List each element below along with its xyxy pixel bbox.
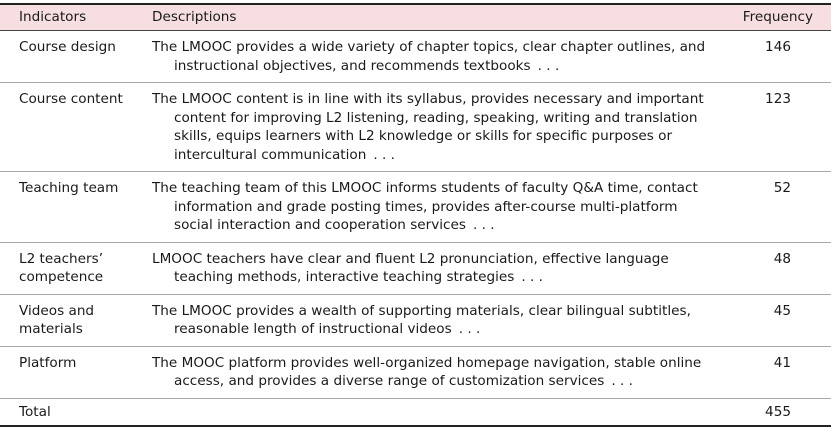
description-cell bbox=[150, 242, 724, 294]
description-cell bbox=[150, 294, 724, 346]
frequency-cell: 146 bbox=[724, 31, 831, 83]
description-cell bbox=[150, 172, 724, 243]
frequency-cell: 45 bbox=[724, 294, 831, 346]
frequency-cell: 48 bbox=[724, 242, 831, 294]
description-text: The MOOC platform provides well-organized homepage navigation, stable online access, and provides a diverse range of customization services . . . bbox=[152, 354, 702, 389]
indicator-cell: Course content bbox=[0, 83, 150, 172]
frequency-cell: 52 bbox=[724, 172, 831, 243]
description-text: The teaching team of this LMOOC informs students of faculty Q&A time, contact information and grade posting times, provides after-course multi-platform social interaction and cooperation services . . . bbox=[152, 180, 698, 233]
description-text: The LMOOC content is in line with its syllabus, provides necessary and important content for improving L2 listening, reading, speaking, writing and translation skills, equips learners with L2 knowledge or skills for specific purposes or intercultural communication . . . bbox=[152, 91, 704, 163]
header-descriptions: Descriptions bbox=[150, 4, 724, 31]
description-cell bbox=[150, 83, 724, 172]
indicator-cell: Platform bbox=[0, 346, 150, 398]
header-frequency: Frequency bbox=[724, 4, 831, 31]
table-row bbox=[0, 172, 831, 243]
description-text: The LMOOC provides a wealth of supporting materials, clear bilingual subtitles, reasonable length of instructional videos . . . bbox=[152, 302, 691, 337]
total-description-empty bbox=[150, 398, 724, 426]
total-label: Total bbox=[0, 398, 150, 426]
indicator-cell: Videos and materials bbox=[0, 294, 150, 346]
description-cell bbox=[150, 31, 724, 83]
table-row bbox=[0, 242, 831, 294]
indicator-cell: L2 teachers’ competence bbox=[0, 242, 150, 294]
indicators-table bbox=[0, 3, 831, 427]
indicator-cell: Teaching team bbox=[0, 172, 150, 243]
table-row bbox=[0, 31, 831, 83]
description-text: LMOOC teachers have clear and fluent L2 pronunciation, effective language teaching methods, interactive teaching strategies . . . bbox=[152, 250, 669, 285]
description-cell bbox=[150, 346, 724, 398]
frequency-cell: 123 bbox=[724, 83, 831, 172]
total-row bbox=[0, 398, 831, 426]
table-row bbox=[0, 83, 831, 172]
description-text: The LMOOC provides a wide variety of chapter topics, clear chapter outlines, and instructional objectives, and recommends textbooks . . . bbox=[152, 39, 706, 74]
total-frequency: 455 bbox=[724, 398, 831, 426]
frequency-cell: 41 bbox=[724, 346, 831, 398]
table-row bbox=[0, 294, 831, 346]
header-indicators: Indicators bbox=[0, 4, 150, 31]
indicator-cell: Course design bbox=[0, 31, 150, 83]
header-row bbox=[0, 4, 831, 31]
table-row bbox=[0, 346, 831, 398]
